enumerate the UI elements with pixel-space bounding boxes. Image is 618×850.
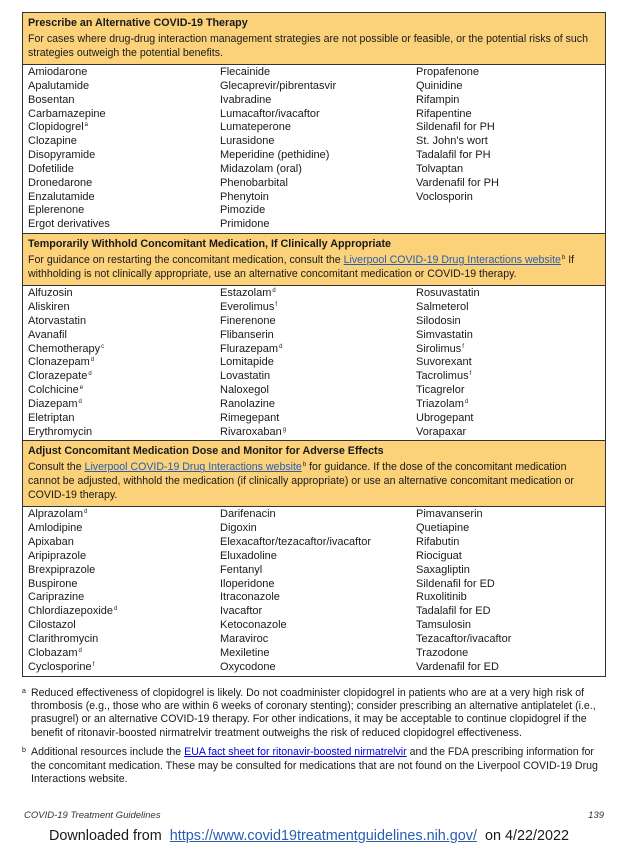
page-number: 139 bbox=[588, 810, 604, 821]
footnote-marker: f bbox=[469, 371, 472, 378]
drug-column bbox=[28, 66, 220, 232]
footnote-text: Additional resources include the bbox=[31, 746, 185, 759]
drug-column bbox=[28, 508, 220, 674]
footnote-marker: d bbox=[78, 647, 82, 654]
drug-item bbox=[416, 508, 601, 522]
drug-item bbox=[220, 343, 416, 357]
footnote-marker: a bbox=[84, 122, 88, 129]
drug-name: Rifapentine bbox=[416, 107, 472, 120]
drug-name: Midazolam (oral) bbox=[220, 162, 302, 175]
drug-name: Chemotherapy bbox=[28, 342, 101, 355]
drug-name: Ticagrelor bbox=[416, 384, 465, 397]
drug-item bbox=[28, 647, 220, 661]
drug-item bbox=[220, 163, 416, 177]
footnote-marker: b bbox=[561, 255, 566, 262]
drug-item bbox=[220, 108, 416, 122]
drug-name: Everolimus bbox=[220, 300, 275, 313]
drug-item bbox=[416, 578, 601, 592]
section-header bbox=[23, 441, 605, 507]
drug-item bbox=[416, 177, 601, 191]
drug-item bbox=[220, 426, 416, 440]
drug-item bbox=[220, 370, 416, 384]
drug-name: Avanafil bbox=[28, 328, 67, 341]
drug-item bbox=[28, 356, 220, 370]
download-url-link[interactable]: https://www.covid19treatmentguidelines.nih.gov/ bbox=[169, 828, 477, 844]
drug-name: Buspirone bbox=[28, 577, 78, 590]
drug-item bbox=[220, 191, 416, 205]
drug-item bbox=[220, 647, 416, 661]
footnote-marker: d bbox=[114, 606, 118, 613]
drug-item bbox=[416, 605, 601, 619]
drug-name: Brexpiprazole bbox=[28, 563, 96, 576]
liverpool-website-link[interactable]: Liverpool COVID-19 Drug Interactions website bbox=[343, 254, 561, 267]
footnote-marker: f bbox=[462, 343, 464, 350]
drug-name: Finerenone bbox=[220, 314, 276, 327]
drug-item bbox=[416, 149, 601, 163]
drug-item bbox=[220, 605, 416, 619]
drug-name: Phenobarbital bbox=[220, 176, 288, 189]
drug-name: Amiodarone bbox=[28, 66, 88, 78]
drug-item bbox=[28, 163, 220, 177]
drug-item bbox=[220, 80, 416, 94]
drug-name: Glecaprevir/pibrentasvir bbox=[220, 79, 337, 92]
drug-item bbox=[28, 536, 220, 550]
drug-name: Ergot derivatives bbox=[28, 218, 110, 231]
drug-name: Saxagliptin bbox=[416, 563, 470, 576]
drug-item bbox=[416, 370, 601, 384]
drug-name: Elexacaftor/tezacaftor/ivacaftor bbox=[220, 536, 372, 549]
drug-name: Rifampin bbox=[416, 93, 460, 106]
drug-item bbox=[416, 384, 601, 398]
drug-item bbox=[220, 633, 416, 647]
drug-name: Disopyramide bbox=[28, 149, 96, 162]
drug-item bbox=[220, 412, 416, 426]
drug-name: Eletriptan bbox=[28, 411, 75, 424]
drug-item bbox=[28, 550, 220, 564]
section-header bbox=[23, 13, 605, 65]
drug-item bbox=[220, 204, 416, 218]
drug-name: Ivabradine bbox=[220, 93, 272, 106]
drug-item bbox=[220, 135, 416, 149]
drug-column bbox=[220, 508, 416, 674]
drug-name: Quinidine bbox=[416, 79, 463, 92]
drug-item bbox=[416, 398, 601, 412]
drug-item bbox=[220, 384, 416, 398]
drug-item bbox=[28, 177, 220, 191]
drug-name: Clopidogrel bbox=[28, 121, 84, 134]
drug-item bbox=[220, 149, 416, 163]
description-text: For guidance on restarting the concomitant medication, consult the bbox=[28, 254, 344, 267]
description-text: Consult the bbox=[28, 461, 85, 474]
drug-item bbox=[416, 619, 601, 633]
drug-name: Trazodone bbox=[416, 646, 469, 659]
drug-item bbox=[28, 315, 220, 329]
drug-item bbox=[220, 287, 416, 301]
drug-name: Ketoconazole bbox=[220, 619, 287, 632]
drug-item bbox=[28, 108, 220, 122]
drug-item bbox=[28, 218, 220, 232]
drug-name: Lumacaftor/ivacaftor bbox=[220, 107, 320, 120]
drug-item bbox=[220, 550, 416, 564]
drug-item bbox=[220, 218, 416, 232]
download-prefix: Downloaded from bbox=[49, 828, 162, 844]
drug-name: Amlodipine bbox=[28, 522, 83, 535]
drug-name: Maraviroc bbox=[220, 633, 269, 645]
description-text: For cases where drug-drug interaction management strategies are not possible or feasible, or the potential risks of such strategies outweigh the potential benefits. bbox=[28, 33, 588, 59]
drug-item bbox=[220, 329, 416, 343]
drug-item bbox=[28, 591, 220, 605]
description-text: If withholding is not clinically appropriate, use an alternative concomitant medication or COVID-19 therapy. bbox=[28, 254, 575, 281]
drug-item bbox=[416, 163, 601, 177]
drug-name: Chlordiazepoxide bbox=[28, 605, 113, 618]
drug-item bbox=[416, 80, 601, 94]
drug-column bbox=[416, 66, 601, 232]
drug-name: Lomitapide bbox=[220, 356, 274, 369]
drug-item bbox=[28, 522, 220, 536]
drug-name: Oxycodone bbox=[220, 660, 276, 673]
drug-name: Vorapaxar bbox=[416, 425, 467, 438]
drug-item bbox=[28, 66, 220, 80]
drug-name: Diazepam bbox=[28, 397, 78, 410]
drug-name: Clorazepate bbox=[28, 370, 88, 383]
drug-name: Tezacaftor/ivacaftor bbox=[416, 633, 512, 645]
footnote-marker: d bbox=[88, 371, 92, 378]
footnote-marker: f bbox=[92, 661, 95, 668]
drug-column bbox=[28, 287, 220, 439]
drug-item bbox=[220, 536, 416, 550]
drug-item bbox=[28, 412, 220, 426]
drug-item bbox=[220, 177, 416, 191]
drug-item bbox=[28, 564, 220, 578]
drug-item bbox=[416, 121, 601, 135]
drug-item bbox=[220, 121, 416, 135]
drug-name: Triazolam bbox=[416, 397, 464, 410]
drug-name: Apixaban bbox=[28, 536, 74, 549]
footnote-marker: d bbox=[90, 357, 95, 364]
footnote-marker: b bbox=[22, 747, 26, 755]
drug-item bbox=[416, 550, 601, 564]
drug-name: Ivacaftor bbox=[220, 605, 263, 618]
drug-item bbox=[28, 398, 220, 412]
drug-name: Atorvastatin bbox=[28, 314, 87, 327]
footnote-marker: e bbox=[79, 385, 84, 392]
drug-name: Clarithromycin bbox=[28, 633, 99, 645]
drug-item bbox=[416, 633, 601, 647]
drug-column bbox=[416, 508, 601, 674]
drug-item bbox=[220, 578, 416, 592]
drug-name: Colchicine bbox=[28, 384, 79, 397]
footnote-text: Reduced effectiveness of clopidogrel is likely. Do not coadminister clopidogrel in patients who are at a very high risk of thrombosis (e.g., those who are within 6 weeks of coronary stenting); consider prescribing an alternative antiplatelet (i.e., prasugrel) or an alternative COVID-19 therapy. For other indications, it may be acceptable to continue clopidogrel if the benefit of ritonavir-boosted nirmatrelvir treatment outweighs the risk of reduced clopidogrel effectiveness. bbox=[31, 686, 596, 739]
drug-item bbox=[416, 315, 601, 329]
drug-name: Quetiapine bbox=[416, 522, 470, 535]
drug-item bbox=[416, 108, 601, 122]
drug-item bbox=[28, 204, 220, 218]
drug-item bbox=[220, 66, 416, 80]
drug-name: Cilostazol bbox=[28, 619, 76, 632]
drug-item bbox=[416, 412, 601, 426]
drug-item bbox=[416, 591, 601, 605]
drug-name: Clozapine bbox=[28, 135, 77, 148]
drug-item bbox=[416, 343, 601, 357]
drug-item bbox=[416, 564, 601, 578]
drug-item bbox=[28, 135, 220, 149]
drug-item bbox=[416, 329, 601, 343]
eua-fact-sheet-link[interactable]: EUA fact sheet for ritonavir-boosted nirmatrelvir bbox=[184, 746, 407, 759]
document-page bbox=[22, 12, 606, 792]
drug-name: Tadalafil for PH bbox=[416, 149, 491, 162]
drug-name: Tolvaptan bbox=[416, 162, 464, 175]
section-title: Prescribe an Alternative COVID-19 Therapy bbox=[28, 17, 248, 29]
description-text: for guidance. If the dose of the concomitant medication cannot be adjusted, withhold the medication (if clinically appropriate) or use an alternative concomitant medication or COVID-19 therapy. bbox=[28, 461, 574, 502]
footnotes bbox=[22, 687, 606, 787]
drug-name: Phenytoin bbox=[220, 190, 269, 203]
drug-name: Salmeterol bbox=[416, 300, 469, 313]
footnote-marker: c bbox=[101, 343, 105, 350]
drug-item bbox=[220, 619, 416, 633]
drug-name: Digoxin bbox=[220, 522, 257, 535]
drug-name: Voclosporin bbox=[416, 190, 473, 203]
drug-item bbox=[28, 426, 220, 440]
drug-item bbox=[416, 301, 601, 315]
drug-item bbox=[28, 605, 220, 619]
drug-name: Bosentan bbox=[28, 93, 75, 106]
drug-name: Ubrogepant bbox=[416, 411, 474, 424]
drug-name: Silodosin bbox=[416, 314, 461, 327]
footnote-marker: d bbox=[78, 398, 82, 405]
drug-name: Apalutamide bbox=[28, 79, 90, 92]
drug-name: Riociguat bbox=[416, 549, 462, 562]
drug-item bbox=[220, 301, 416, 315]
section-description bbox=[28, 253, 601, 281]
drug-item bbox=[416, 536, 601, 550]
drug-name: Suvorexant bbox=[416, 356, 472, 369]
drug-column bbox=[220, 66, 416, 232]
drug-name: Enzalutamide bbox=[28, 190, 95, 203]
drug-name: Dofetilide bbox=[28, 162, 74, 175]
drug-name: Clonazepam bbox=[28, 356, 90, 369]
drug-item bbox=[220, 398, 416, 412]
section-title: Temporarily Withhold Concomitant Medication, If Clinically Appropriate bbox=[28, 238, 392, 251]
drug-item bbox=[28, 80, 220, 94]
drug-interaction-table bbox=[22, 12, 606, 677]
drug-item bbox=[220, 508, 416, 522]
drug-name: Sildenafil for ED bbox=[416, 577, 495, 590]
drug-item bbox=[28, 633, 220, 647]
footer-title: COVID-19 Treatment Guidelines bbox=[24, 810, 161, 821]
drug-name: St. John's wort bbox=[416, 135, 488, 148]
drug-item bbox=[416, 522, 601, 536]
drug-name: Eluxadoline bbox=[220, 549, 277, 562]
drug-name: Rivaroxaban bbox=[220, 425, 282, 438]
drug-name: Lurasidone bbox=[220, 135, 275, 148]
drug-item bbox=[28, 329, 220, 343]
section-description bbox=[28, 32, 601, 60]
footnote-marker: a bbox=[22, 687, 26, 695]
drug-item bbox=[220, 522, 416, 536]
drug-item bbox=[28, 578, 220, 592]
drug-item bbox=[416, 135, 601, 149]
drug-name: Rifabutin bbox=[416, 536, 460, 549]
footnote-text: and the FDA prescribing information for the concomitant medication. These may be consulted for medications that are not found on the Liverpool COVID-19 Drug Interactions website. bbox=[31, 746, 598, 785]
drug-item bbox=[28, 94, 220, 108]
drug-name: Eplerenone bbox=[28, 204, 85, 217]
drug-item bbox=[416, 647, 601, 661]
drug-name: Flecainide bbox=[220, 66, 271, 78]
drug-item bbox=[220, 591, 416, 605]
drug-item bbox=[416, 94, 601, 108]
section-header bbox=[23, 234, 605, 286]
drug-name: Aripiprazole bbox=[28, 549, 87, 562]
footnote-marker: d bbox=[464, 398, 469, 405]
drug-list bbox=[23, 507, 605, 675]
drug-name: Flurazepam bbox=[220, 342, 279, 355]
drug-name: Flibanserin bbox=[220, 328, 274, 341]
drug-name: Rimegepant bbox=[220, 411, 280, 424]
drug-name: Tadalafil for ED bbox=[416, 605, 491, 618]
drug-name: Itraconazole bbox=[220, 591, 280, 604]
drug-name: Iloperidone bbox=[220, 577, 275, 590]
footnote-marker: d bbox=[272, 288, 276, 295]
drug-name: Carbamazepine bbox=[28, 107, 106, 120]
drug-item bbox=[28, 384, 220, 398]
drug-name: Ranolazine bbox=[220, 397, 276, 410]
drug-name: Sirolimus bbox=[416, 342, 462, 355]
drug-item bbox=[220, 564, 416, 578]
drug-name: Sildenafil for PH bbox=[416, 121, 495, 134]
footnote-marker: g bbox=[282, 426, 287, 433]
drug-item bbox=[28, 619, 220, 633]
drug-name: Estazolam bbox=[220, 287, 272, 300]
drug-name: Cyclosporine bbox=[28, 660, 92, 673]
drug-item bbox=[28, 508, 220, 522]
section-title: Adjust Concomitant Medication Dose and Monitor for Adverse Effects bbox=[28, 445, 384, 458]
drug-item bbox=[28, 121, 220, 135]
drug-item bbox=[220, 94, 416, 108]
drug-item bbox=[416, 661, 601, 675]
footnote-marker: d bbox=[279, 343, 283, 350]
drug-item bbox=[28, 343, 220, 357]
drug-name: Rosuvastatin bbox=[416, 287, 480, 300]
drug-name: Ruxolitinib bbox=[416, 591, 467, 604]
section-description bbox=[28, 460, 601, 502]
drug-item bbox=[28, 287, 220, 301]
drug-name: Naloxegol bbox=[220, 384, 269, 397]
drug-list bbox=[23, 65, 605, 234]
drug-name: Pimavanserin bbox=[416, 508, 483, 521]
drug-name: Simvastatin bbox=[416, 328, 473, 341]
footnote bbox=[22, 687, 606, 741]
drug-name: Alfuzosin bbox=[28, 287, 73, 300]
drug-item bbox=[416, 426, 601, 440]
drug-item bbox=[28, 149, 220, 163]
drug-name: Lovastatin bbox=[220, 370, 271, 383]
drug-item bbox=[28, 191, 220, 205]
drug-name: Vardenafil for ED bbox=[416, 660, 499, 673]
drug-item bbox=[220, 661, 416, 675]
drug-item bbox=[220, 315, 416, 329]
drug-name: Meperidine (pethidine) bbox=[220, 149, 330, 162]
drug-item bbox=[28, 301, 220, 315]
drug-list bbox=[23, 286, 605, 441]
drug-name: Pimozide bbox=[220, 204, 266, 217]
download-line bbox=[0, 828, 618, 844]
drug-name: Darifenacin bbox=[220, 508, 276, 521]
drug-item bbox=[416, 356, 601, 370]
drug-name: Primidone bbox=[220, 218, 270, 231]
drug-name: Erythromycin bbox=[28, 425, 93, 438]
footnote bbox=[22, 746, 606, 786]
drug-item bbox=[416, 66, 601, 80]
liverpool-website-link[interactable]: Liverpool COVID-19 Drug Interactions website bbox=[84, 461, 302, 474]
drug-name: Propafenone bbox=[416, 66, 479, 78]
drug-name: Tacrolimus bbox=[416, 370, 469, 383]
footnote-marker: d bbox=[84, 509, 88, 516]
drug-item bbox=[220, 356, 416, 370]
drug-name: Dronedarone bbox=[28, 176, 93, 189]
drug-column bbox=[220, 287, 416, 439]
footnote-marker: b bbox=[302, 462, 307, 469]
footnote-marker: f bbox=[275, 301, 278, 308]
drug-item bbox=[416, 191, 601, 205]
drug-name: Lumateperone bbox=[220, 121, 291, 134]
page-footer bbox=[24, 810, 604, 821]
drug-name: Mexiletine bbox=[220, 646, 270, 659]
drug-name: Cariprazine bbox=[28, 591, 85, 604]
drug-name: Fentanyl bbox=[220, 563, 263, 576]
drug-name: Alprazolam bbox=[28, 508, 84, 521]
drug-column bbox=[416, 287, 601, 439]
drug-item bbox=[28, 661, 220, 675]
drug-item bbox=[416, 287, 601, 301]
download-date: on 4/22/2022 bbox=[484, 828, 569, 844]
drug-name: Vardenafil for PH bbox=[416, 176, 499, 189]
drug-name: Tamsulosin bbox=[416, 619, 472, 632]
drug-name: Aliskiren bbox=[28, 300, 70, 313]
drug-name: Clobazam bbox=[28, 646, 78, 659]
drug-item bbox=[28, 370, 220, 384]
